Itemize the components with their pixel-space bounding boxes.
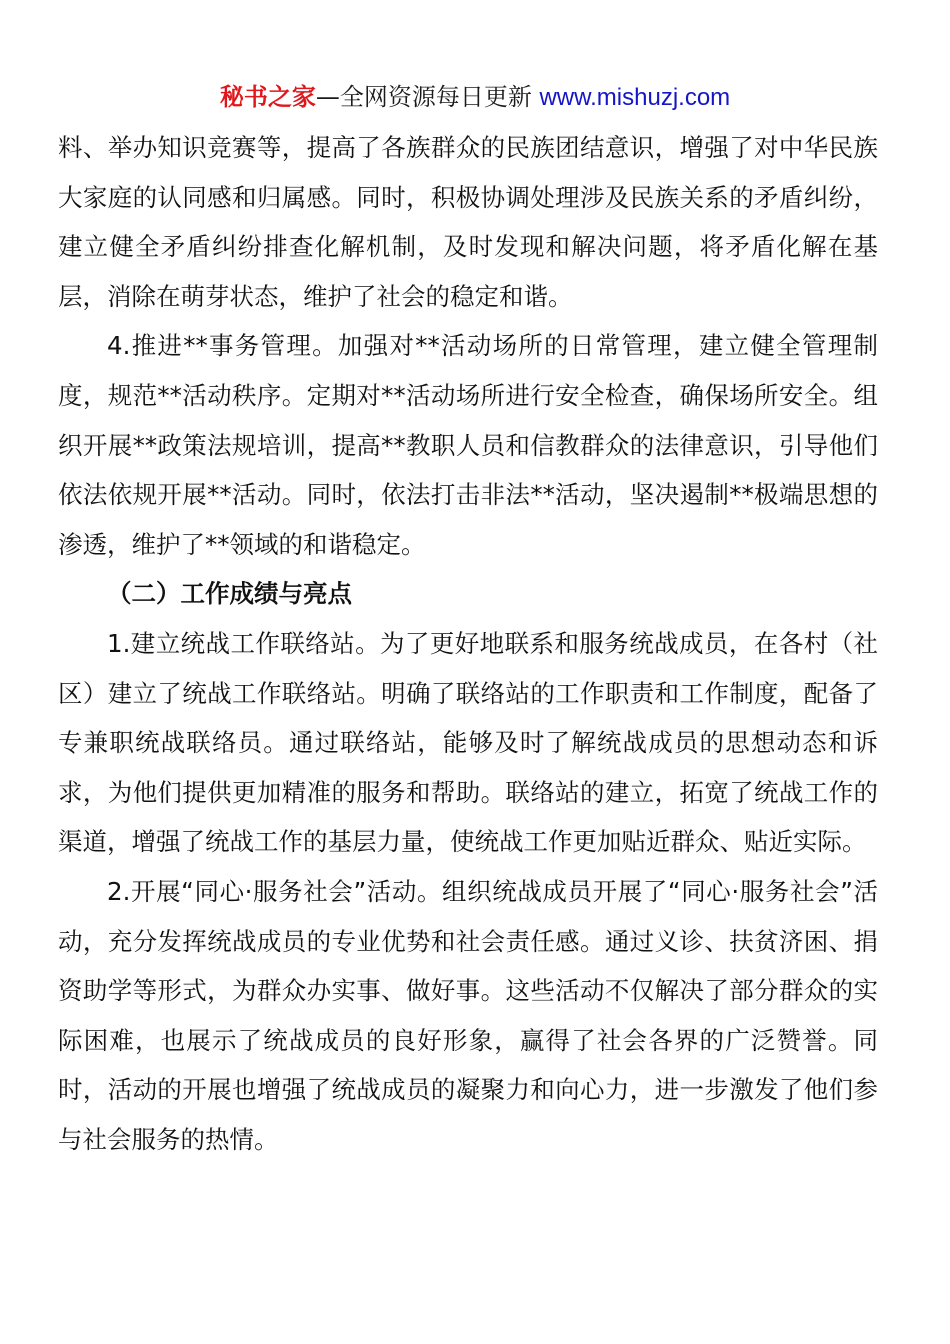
section-heading: （二）工作成绩与亮点 [107, 579, 352, 609]
paragraph-service-activity: 2.开展“同心·服务社会”活动。组织统战成员开展了“同心·服务社会”活动，充分发挥统战成员的专业优势和社会责任感。通过义诊、扶贫济困、捐资助学等形式，为群众办实事、做好事。这些活动不仅解决了部分群众的实际困难，也展示了统战成员的良好形象，赢得了社会各界的广泛赞誉。同时，活动的开展也增强了统战成员的凝聚力和向心力，进一步激发了他们参与社会服务的热情。 [58, 876, 878, 1154]
site-brand: 秘书之家 [219, 83, 316, 111]
paragraph-affairs-management: 4.推进**事务管理。加强对**活动场所的日常管理，建立健全管理制度，规范**活动秩序。定期对**活动场所进行安全检查，确保场所安全。组织开展**政策法规培训，提高**教职人员和信教群众的法律意识，引导他们依法依规开展**活动。同时，依法打击非法**活动，坚决遏制**极端思想的渗透，维护了**领域的和谐稳定。 [58, 331, 878, 559]
site-header [0, 80, 950, 115]
site-tagline: —全网资源每日更新 [315, 83, 532, 111]
paragraph-continued: 料、举办知识竞赛等，提高了各族群众的民族团结意识，增强了对中华民族大家庭的认同感和归属感。同时，积极协调处理涉及民族关系的矛盾纠纷，建立健全矛盾纠纷排查化解机制，及时发现和解决问题，将矛盾化解在基层，消除在萌芽状态，维护了社会的稳定和谐。 [58, 133, 878, 311]
site-url-link[interactable]: www.mishuzj.com [539, 84, 731, 111]
document-body [58, 123, 878, 1164]
paragraph-liaison-station: 1.建立统战工作联络站。为了更好地联系和服务统战成员，在各村（社区）建立了统战工作联络站。明确了联络站的工作职责和工作制度，配备了专兼职统战联络员。通过联络站，能够及时了解统战成员的思想动态和诉求，为他们提供更加精准的服务和帮助。联络站的建立，拓宽了统战工作的渠道，增强了统战工作的基层力量，使统战工作更加贴近群众、贴近实际。 [58, 628, 878, 857]
